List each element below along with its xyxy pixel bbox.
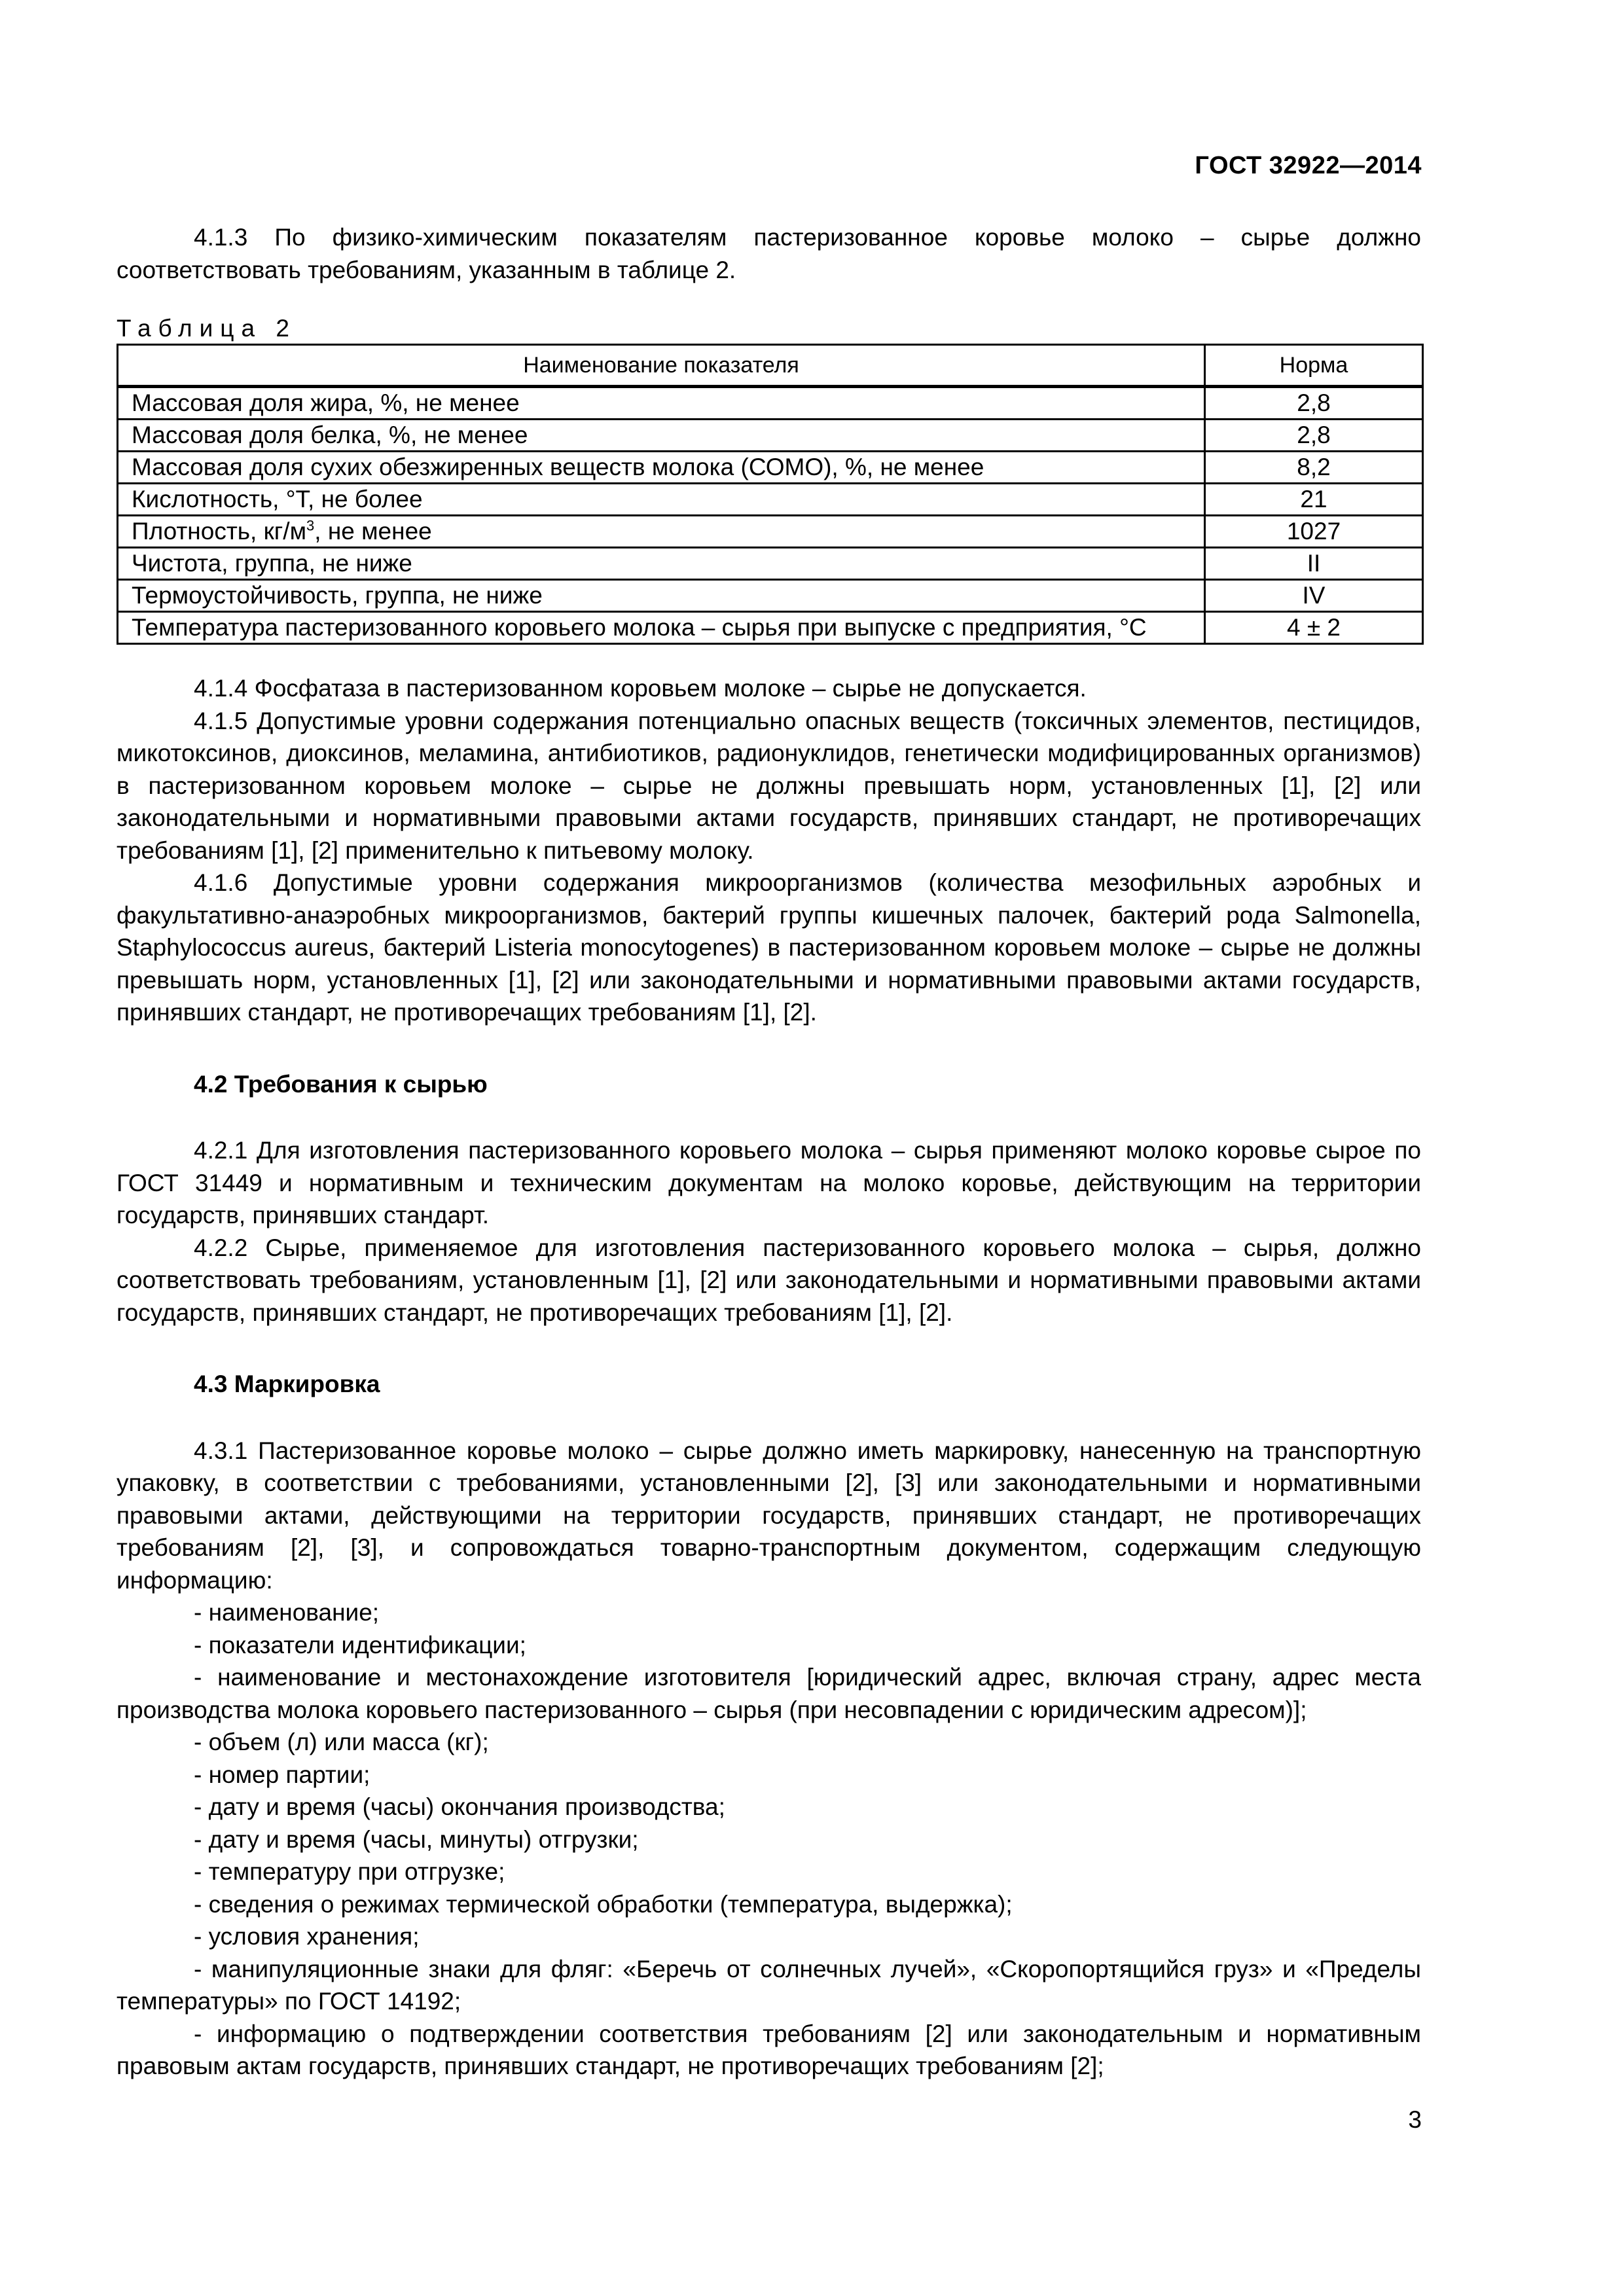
row-name: Кислотность, °Т, не более	[118, 484, 1205, 516]
table-row	[118, 420, 1423, 452]
table-header-row	[118, 345, 1423, 387]
row-name: Чистота, группа, не ниже	[118, 548, 1205, 580]
table-row	[118, 452, 1423, 484]
superscript-3: 3	[306, 517, 315, 534]
paragraph-4-2-1: 4.2.1 Для изготовления пастеризованного коровьего молока – сырья применяют молоко коровье сырое по ГОСТ 31449 и нормативным и техническим документам на молоко коровье, действующим на территории государств, принявших стандарт.	[117, 1137, 1421, 1229]
list-item: - номер партии;	[194, 1761, 370, 1788]
table-row	[118, 548, 1423, 580]
list-item: - наименование;	[194, 1599, 380, 1626]
list-item: - дату и время (часы, минуты) отгрузки;	[194, 1825, 639, 1853]
row-value: IV	[1205, 580, 1423, 612]
row-name: Термоустойчивость, группа, не ниже	[118, 580, 1205, 612]
document-code: ГОСТ 32922—2014	[1195, 152, 1422, 179]
row-value: 1027	[1205, 516, 1423, 548]
list-item: - объем (л) или масса (кг);	[194, 1729, 489, 1755]
list-item: - показатели идентификации;	[194, 1631, 526, 1659]
list-item: - дату и время (часы) окончания производства;	[194, 1793, 725, 1820]
section-heading-4-2: 4.2 Требования к сырью	[194, 1070, 488, 1098]
section-heading-4-3: 4.3 Маркировка	[194, 1371, 380, 1397]
page-number: 3	[1408, 2106, 1422, 2133]
list-item: - манипуляционные знаки для фляг: «Беречь от солнечных лучей», «Скоропортящийся груз» и «Пределы температуры» по ГОСТ 14192;	[117, 1955, 1421, 2015]
paragraph-4-2-2: 4.2.2 Сырье, применяемое для изготовления пастеризованного коровьего молока – сырья, должно соответствовать требованиям, установленным [1], [2] или законодательными и нормативными правовыми актами государств, принявших стандарт, не противоречащих требованиям [1], [2].	[117, 1234, 1421, 1326]
row-value: 21	[1205, 484, 1423, 516]
list-item: - информацию о подтверждении соответствия требованиям [2] или законодательным и нормативным правовым актам государств, принявших стандарт, не противоречащих требованиям [2];	[117, 2020, 1421, 2079]
row-name-pre: Плотность, кг/м	[132, 518, 307, 545]
row-name: Температура пастеризованного коровьего молока – сырья при выпуске с предприятия, °С	[118, 612, 1205, 644]
table-2	[117, 344, 1424, 645]
paragraph-4-1-3: 4.1.3 По физико-химическим показателям пастеризованное коровье молоко – сырье должно соответствовать требованиям, указанным в таблице 2.	[117, 224, 1421, 283]
row-name: Массовая доля сухих обезжиренных веществ молока (СОМО), %, не менее	[118, 452, 1205, 484]
row-value: 8,2	[1205, 452, 1423, 484]
paragraph-4-3-1: 4.3.1 Пастеризованное коровье молоко – сырье должно иметь маркировку, нанесенную на транспортную упаковку, в соответствии с требованиями, установленными [2], [3] или законодательными и нормативными правовыми актами, действующими на территории государств, принявших стандарт, не противоречащих требованиям [2], [3], и сопровождаться товарно-транспортным документом, содержащим следующую информацию:	[117, 1437, 1421, 1594]
paragraph-4-1-5: 4.1.5 Допустимые уровни содержания потенциально опасных веществ (токсичных элементов, пестицидов, микотоксинов, диоксинов, меламина, антибиотиков, радионуклидов, генетически модифицированных организмов) в пастеризованном коровьем молоке – сырье не должны превышать норм, установленных [1], [2] или законодательными и нормативными правовыми актами государств, принявших стандарт, не противоречащих требованиям [1], [2] применительно к питьевому молоку.	[117, 707, 1421, 864]
paragraph-4-1-4: 4.1.4 Фосфатаза в пастеризованном коровьем молоке – сырье не допускается.	[194, 675, 1087, 702]
row-value: 4 ± 2	[1205, 612, 1423, 644]
table-row	[118, 387, 1423, 420]
row-value: II	[1205, 548, 1423, 580]
page-body	[117, 151, 1421, 2083]
row-value: 2,8	[1205, 420, 1423, 452]
row-value: 2,8	[1205, 387, 1423, 420]
table-row	[118, 612, 1423, 644]
row-name: Массовая доля жира, %, не менее	[118, 387, 1205, 420]
list-item: - наименование и местонахождение изготовителя [юридический адрес, включая страну, адрес места производства молока коровьего пастеризованного – сырья (при несовпадении с юридическим адресом)];	[117, 1664, 1421, 1723]
paragraph-4-1-6: 4.1.6 Допустимые уровни содержания микроорганизмов (количества мезофильных аэробных и факультативно-анаэробных микроорганизмов, бактерий группы кишечных палочек, бактерий рода Salmonella, Staphylococcus aureus, бактерий Listeria monocytogenes) в пастеризованном коровьем молоке – сырье не должны превышать норм, установленных [1], [2] или законодательными и нормативными правовыми актами государств, принявших стандарт, не противоречащих требованиям [1], [2].	[117, 869, 1421, 1026]
row-name-post: , не менее	[314, 518, 432, 545]
list-item: - температуру при отгрузке;	[194, 1858, 505, 1885]
col-header-name: Наименование показателя	[118, 345, 1205, 387]
table-row	[118, 484, 1423, 516]
col-header-value: Норма	[1205, 345, 1423, 387]
row-name	[118, 516, 1205, 548]
table-caption: Таблица 2	[117, 315, 297, 342]
table-row	[118, 580, 1423, 612]
row-name: Массовая доля белка, %, не менее	[118, 420, 1205, 452]
list-item: - сведения о режимах термической обработки (температура, выдержка);	[194, 1890, 1013, 1918]
table-row	[118, 516, 1423, 548]
list-item: - условия хранения;	[194, 1923, 420, 1950]
